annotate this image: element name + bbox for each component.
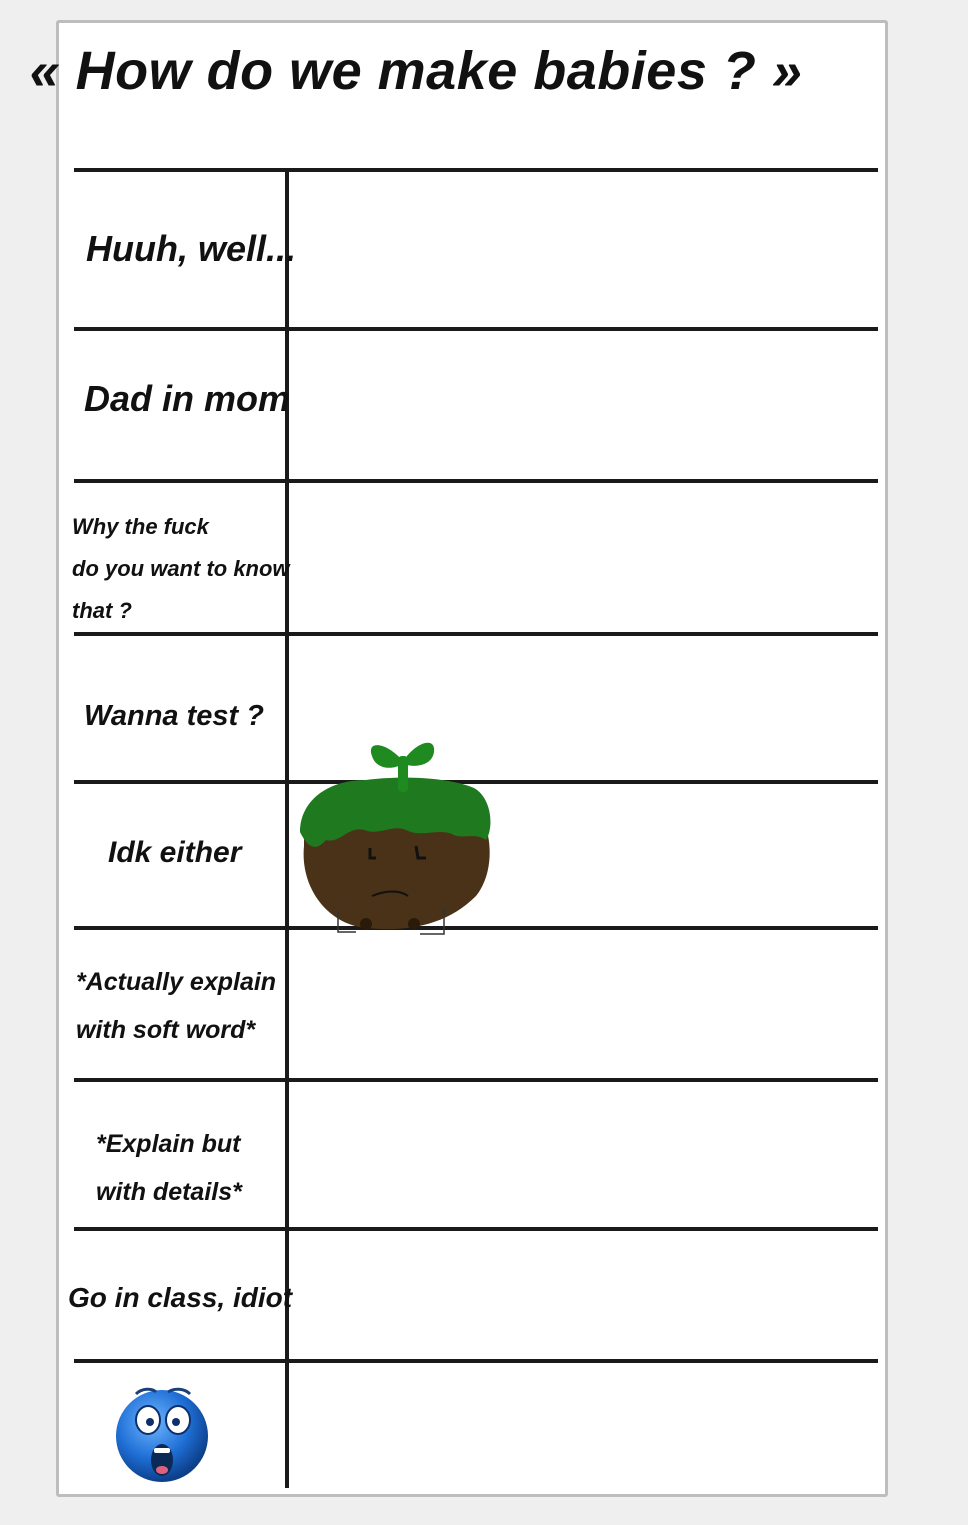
row-divider <box>74 479 878 483</box>
page-title: « How do we make babies ? » <box>29 41 803 101</box>
row-divider <box>74 632 878 636</box>
row-divider <box>74 1078 878 1082</box>
row-label-line: do you want to know <box>72 556 290 581</box>
row-label-line: *Actually explain <box>76 968 277 996</box>
sprout-pot-drawing <box>296 736 496 936</box>
row-label-line: Why the fuck <box>72 514 209 539</box>
row-label-8 <box>68 1282 292 1314</box>
shocked-face-emoji-icon <box>112 1382 212 1486</box>
row-label-7 <box>96 1120 242 1216</box>
row-label-line: with details* <box>96 1178 242 1206</box>
row-label-line: Wanna test ? <box>84 700 264 732</box>
row-divider <box>74 1227 878 1231</box>
row-label-line: *Explain but <box>96 1130 241 1158</box>
row-label-line: Go in class, idiot <box>68 1282 293 1313</box>
row-label-line: that ? <box>72 598 132 623</box>
row-label-line: Idk either <box>108 836 242 869</box>
row-label-line: Dad in mom <box>84 378 291 419</box>
row-label-1 <box>86 228 296 270</box>
row-divider <box>74 168 878 172</box>
row-label-2 <box>84 378 290 420</box>
row-label-6 <box>76 958 276 1054</box>
row-label-4 <box>84 700 264 733</box>
row-divider <box>74 327 878 331</box>
row-divider <box>74 1359 878 1363</box>
row-label-3 <box>72 506 290 632</box>
row-label-line: Huuh, well... <box>86 228 297 269</box>
row-label-line: with soft word* <box>76 1016 256 1044</box>
row-label-5 <box>108 836 241 870</box>
